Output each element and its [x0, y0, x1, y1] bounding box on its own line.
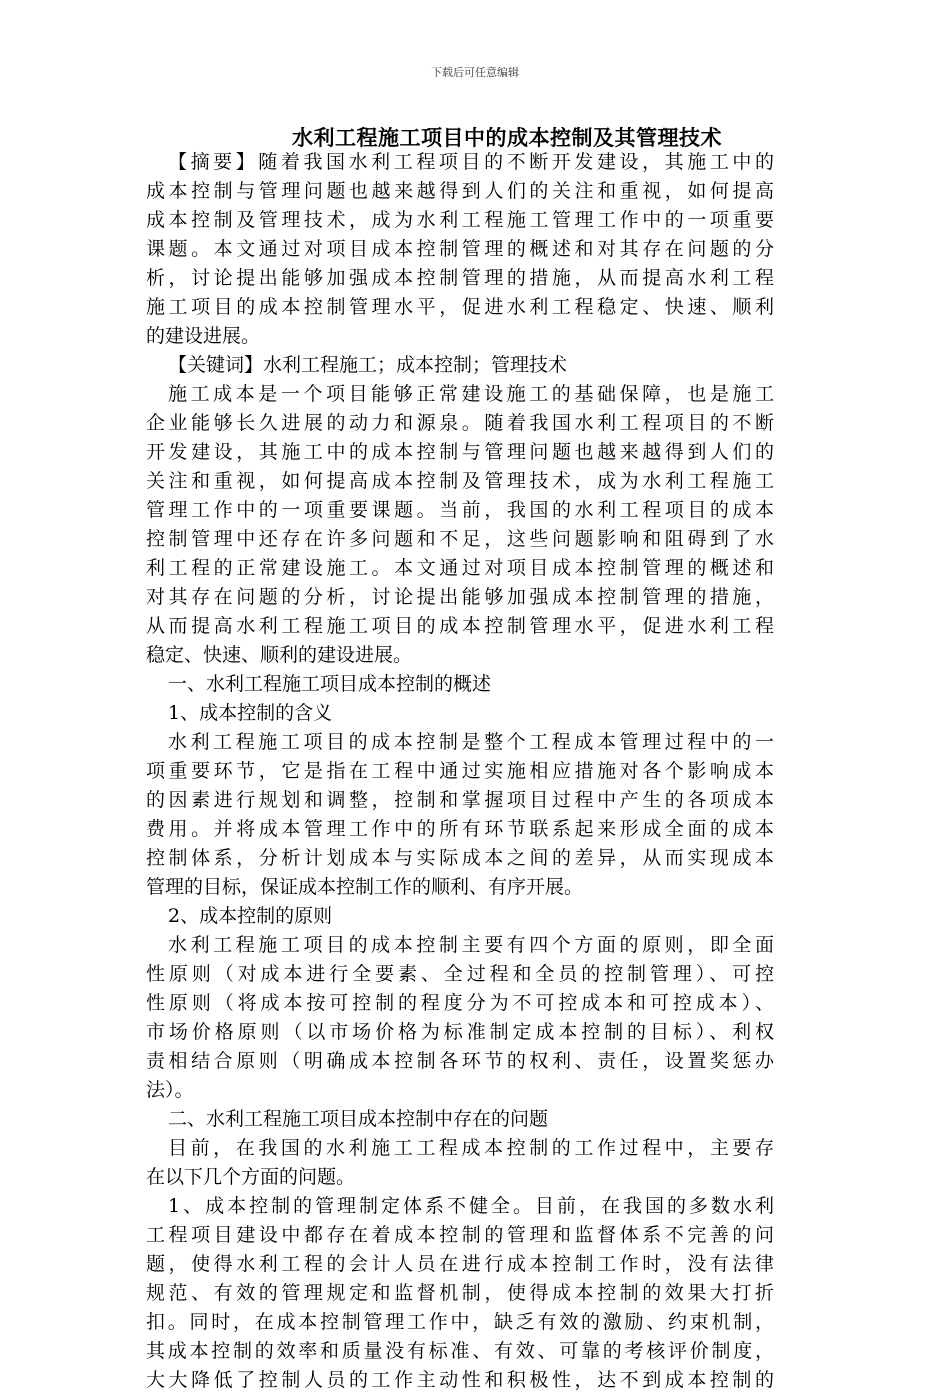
text-line: 开发建设，其施工中的成本控制与管理问题也越来越得到人们的: [146, 441, 774, 463]
text-line: 法）。: [146, 1079, 194, 1101]
text-line: 水利工程施工项目的成本控制主要有四个方面的原则，即全面: [168, 934, 774, 956]
text-line: 稳定、快速、顺利的建设进展。: [146, 644, 413, 666]
text-line: 责相结合原则（明确成本控制各环节的权利、责任，设置奖惩办: [146, 1050, 774, 1072]
text-line: 其成本控制的效率和质量没有标准、有效、可靠的考核评价制度，: [146, 1340, 774, 1362]
text-line: 关注和重视，如何提高成本控制及管理技术，成为水利工程施工: [146, 470, 774, 492]
text-line: 成本控制及管理技术，成为水利工程施工管理工作中的一项重要: [146, 209, 774, 231]
text-line: 二、水利工程施工项目成本控制中存在的问题: [168, 1108, 549, 1130]
text-line: 【摘要】随着我国水利工程项目的不断开发建设，其施工中的: [168, 151, 774, 173]
text-line: 控制管理中还存在许多问题和不足，这些问题影响和阻碍到了水: [146, 528, 774, 550]
text-line: 规范、有效的管理规定和监督机制，使得成本控制的效果大打折: [146, 1282, 774, 1304]
text-line: 施工项目的成本控制管理水平，促进水利工程稳定、快速、顺利: [146, 296, 774, 318]
text-line: 利工程的正常建设施工。本文通过对项目成本控制管理的概述和: [146, 557, 774, 579]
text-line: 题，使得水利工程的会计人员在进行成本控制工作时，没有法律: [146, 1253, 774, 1275]
page-header: 下载后可任意编辑: [431, 66, 519, 79]
text-line: 一、水利工程施工项目成本控制的概述: [168, 673, 492, 695]
text-line: 1、成本控制的管理制定体系不健全。目前，在我国的多数水利: [168, 1195, 774, 1217]
text-line: 管理工作中的一项重要课题。当前，我国的水利工程项目的成本: [146, 499, 774, 521]
text-line: 管理的目标，保证成本控制工作的顺利、有序开展。: [146, 876, 584, 898]
document-body: [146, 148, 774, 1395]
text-line: 在以下几个方面的问题。: [146, 1166, 356, 1188]
text-line: 的因素进行规划和调整，控制和掌握项目过程中产生的各项成本: [146, 789, 774, 811]
text-line: 工程项目建设中都存在着成本控制的管理和监督体系不完善的问: [146, 1224, 774, 1246]
text-line: 项重要环节，它是指在工程中通过实施相应措施对各个影响成本: [146, 760, 774, 782]
text-line: 水利工程施工项目的成本控制是整个工程成本管理过程中的一: [168, 731, 774, 753]
text-line: 析，讨论提出能够加强成本控制管理的措施，从而提高水利工程: [146, 267, 774, 289]
text-line: 成本控制与管理问题也越来越得到人们的关注和重视，如何提高: [146, 180, 774, 202]
document-title: 水利工程施工项目中的成本控制及其管理技术: [292, 125, 722, 150]
text-line: 性原则（将成本按可控制的程度分为不可控成本和可控成本）、: [146, 992, 774, 1014]
text-line: 费用。并将成本管理工作中的所有环节联系起来形成全面的成本: [146, 818, 774, 840]
text-line: 施工成本是一个项目能够正常建设施工的基础保障，也是施工: [168, 383, 774, 405]
text-line: 对其存在问题的分析，讨论提出能够加强成本控制管理的措施，: [146, 586, 774, 608]
text-line: 控制体系，分析计划成本与实际成本之间的差异，从而实现成本: [146, 847, 774, 869]
text-line: 的建设进展。: [146, 325, 261, 347]
text-line: 2、成本控制的原则: [168, 905, 333, 927]
text-line: 扣。同时，在成本控制管理工作中，缺乏有效的激励、约束机制，: [146, 1311, 774, 1333]
text-line: 市场价格原则（以市场价格为标准制定成本控制的目标）、利权: [146, 1021, 774, 1043]
text-line: 课题。本文通过对项目成本控制管理的概述和对其存在问题的分: [146, 238, 774, 260]
text-line: 1、成本控制的含义: [168, 702, 333, 724]
text-line: 企业能够长久进展的动力和源泉。随着我国水利工程项目的不断: [146, 412, 774, 434]
text-line: 性原则（对成本进行全要素、全过程和全员的控制管理）、可控: [146, 963, 774, 985]
text-line: 【关键词】水利工程施工；成本控制；管理技术: [168, 354, 568, 376]
text-line: 大大降低了控制人员的工作主动性和积极性，达不到成本控制的: [146, 1369, 774, 1391]
text-line: 目前，在我国的水利施工工程成本控制的工作过程中，主要存: [168, 1137, 774, 1159]
text-line: 从而提高水利工程施工项目的成本控制管理水平，促进水利工程: [146, 615, 774, 637]
